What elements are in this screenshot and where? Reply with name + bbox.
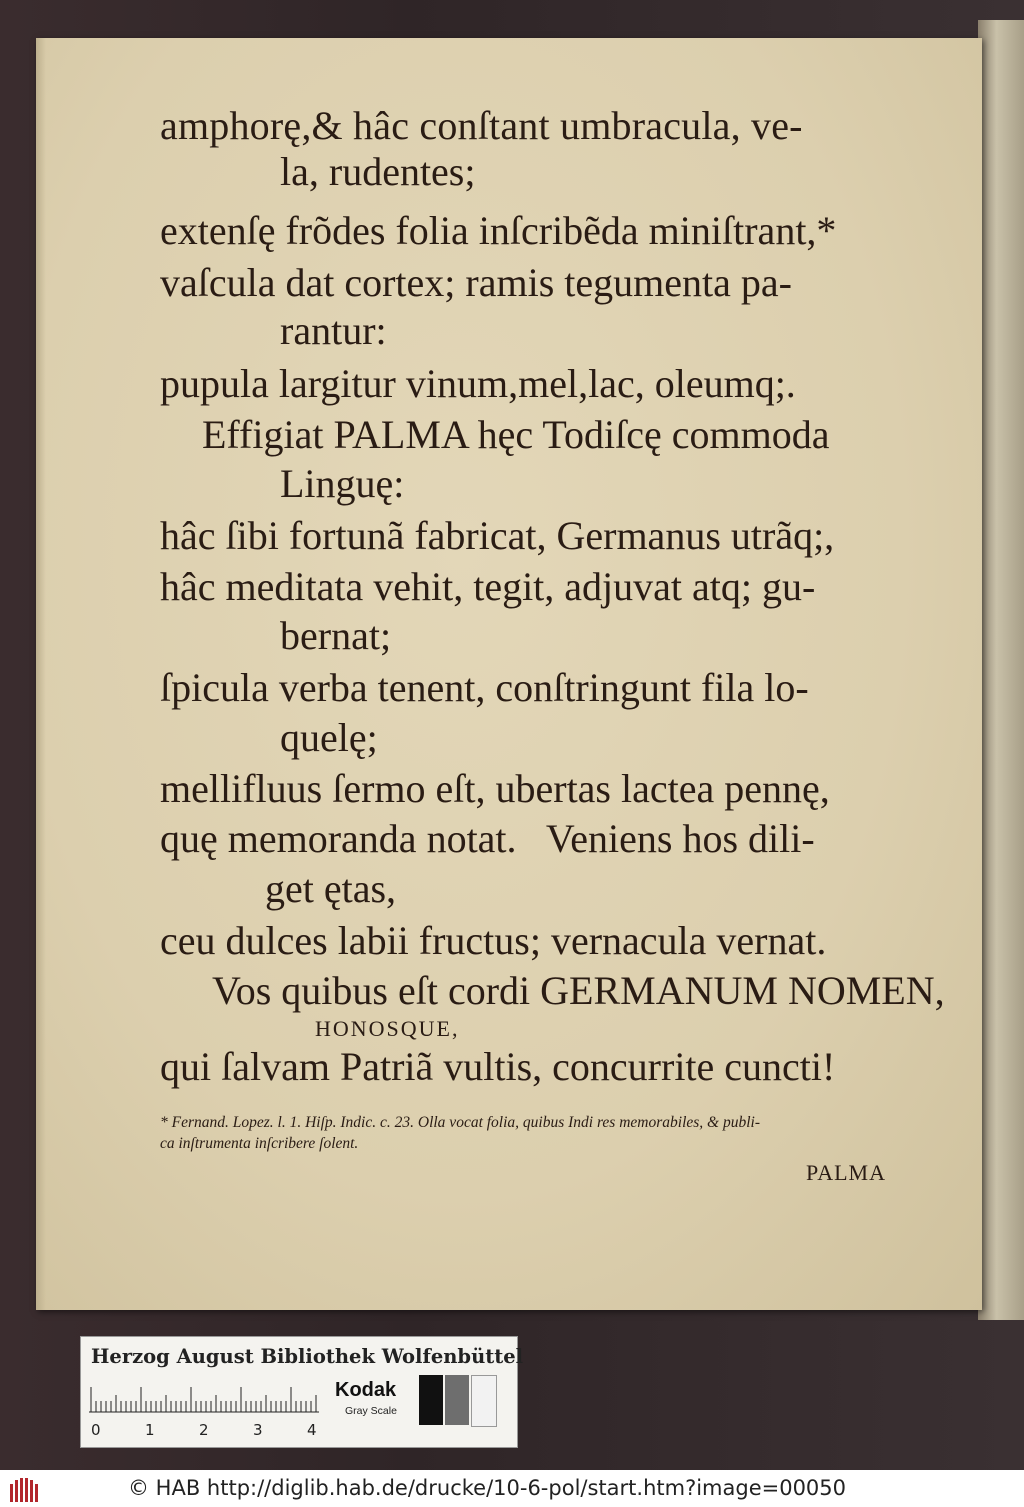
- ruler-number: 3: [253, 1421, 263, 1439]
- ruler-number: 4: [307, 1421, 317, 1439]
- text-line: hâc meditata vehit, tegit, adjuvat atq; gu-: [160, 564, 816, 609]
- swatch-black: [419, 1375, 443, 1425]
- text-line: Linguę:: [280, 461, 405, 506]
- text-line: pupula largitur vinum,mel,lac, oleumq;.: [160, 361, 796, 406]
- ruler-number: 0: [91, 1421, 101, 1439]
- text-line: extenſę frõdes folia inſcribẽda miniſtrant,*: [160, 208, 837, 253]
- text-line: Effigiat PALMA hęc Todiſcę commoda: [202, 412, 830, 457]
- facing-page-edge: [978, 20, 1024, 1320]
- library-name: Herzog August Bibliothek Wolfenbüttel: [91, 1345, 524, 1368]
- library-color-card: [80, 1336, 524, 1448]
- footer-bar: [0, 1470, 1024, 1507]
- text-line: rantur:: [280, 308, 387, 353]
- footnote-line: ca inſtrumenta inſcribere ſolent.: [160, 1135, 359, 1152]
- swatch-gray: [445, 1375, 469, 1425]
- ruler-number: 1: [145, 1421, 155, 1439]
- text-line: Vos quibus eſt cordi GERMANUM NOMEN,: [212, 968, 945, 1013]
- text-line: get ętas,: [265, 866, 397, 911]
- hab-logo-icon: [8, 1474, 42, 1504]
- text-line: quę memoranda notat. Veniens hos dili-: [160, 816, 815, 861]
- text-line: quelę;: [280, 715, 378, 760]
- text-line: vaſcula dat cortex; ramis tegumenta pa-: [160, 260, 792, 305]
- text-line: hâc ſibi fortunã fabricat, Germanus utrãq;,: [160, 513, 835, 558]
- footnote-line: * Fernand. Lopez. l. 1. Hiſp. Indic. c. 23. Olla vocat folia, quibus Indi res memorabiles, & publi-: [160, 1114, 760, 1131]
- gray-scale-label: Gray Scale: [345, 1405, 397, 1417]
- ruler: [89, 1385, 319, 1413]
- text-line: qui ſalvam Patriã vultis, concurrite cuncti!: [160, 1044, 836, 1089]
- catchword: PALMA: [806, 1160, 886, 1185]
- text-line: HONOSQUE,: [315, 1016, 460, 1041]
- kodak-logo-text: Kodak: [335, 1379, 397, 1401]
- text-line: bernat;: [280, 613, 392, 658]
- text-line: mellifluus ſermo eſt, ubertas lactea pennę,: [160, 766, 830, 811]
- swatch-white: [471, 1375, 497, 1427]
- text-line: amphorę,& hâc conſtant umbracula, ve-: [160, 103, 803, 148]
- text-line: ſpicula verba tenent, conſtringunt fila lo-: [160, 665, 809, 710]
- footnote: [160, 1112, 920, 1154]
- text-line: la, rudentes;: [280, 149, 476, 194]
- copyright-url[interactable]: © HAB http://diglib.hab.de/drucke/10-6-pol/start.htm?image=00050: [128, 1476, 847, 1500]
- ruler-number: 2: [199, 1421, 209, 1439]
- text-line: ceu dulces labii fructus; vernacula vernat.: [160, 918, 827, 963]
